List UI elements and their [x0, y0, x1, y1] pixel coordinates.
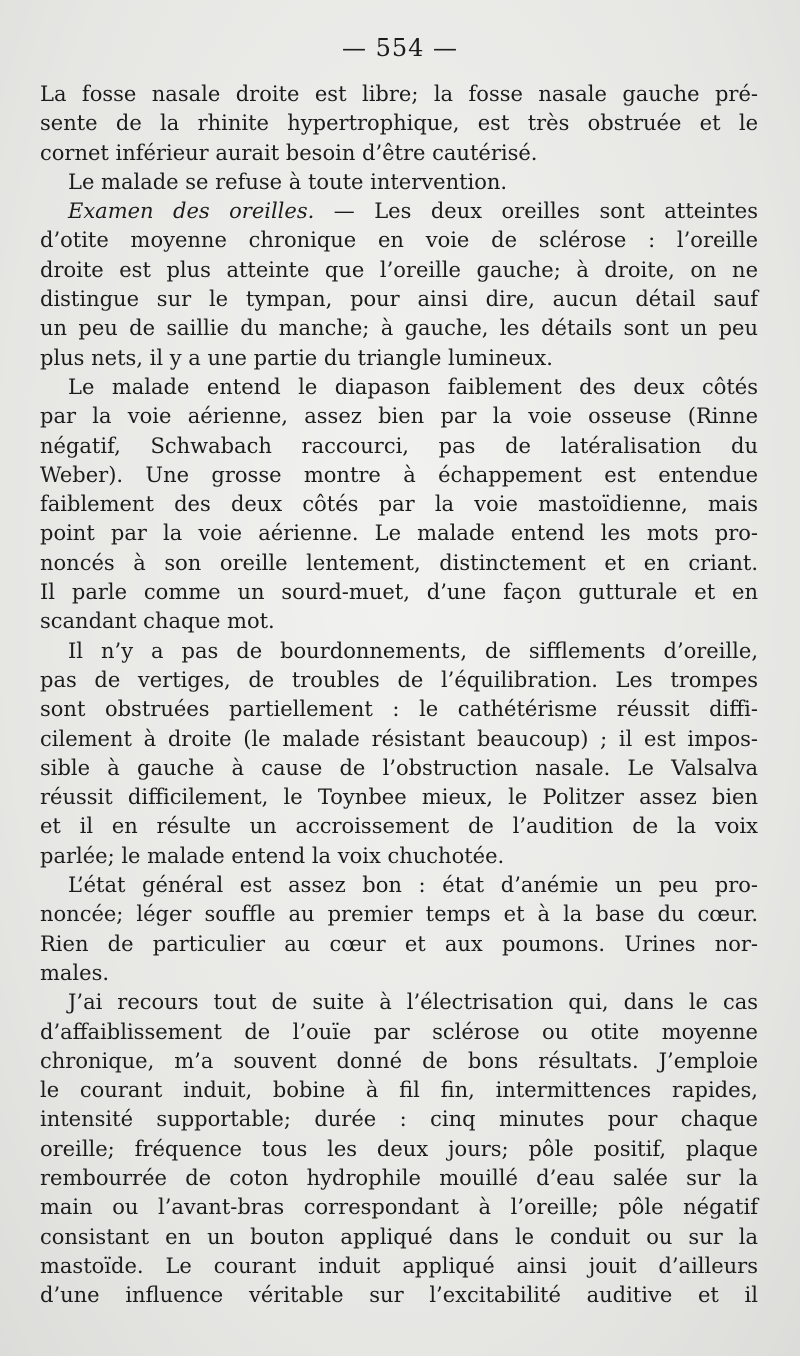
text-line: cornet inférieur aurait besoin d’être cautérisé.: [40, 140, 538, 165]
page-number: — 554 —: [341, 34, 459, 62]
text-line: distingue sur le tympan, pour ainsi dire, aucun détail sauf: [40, 287, 758, 312]
text-line: noncée; léger souffle au premier temps et à la base du cœur.: [40, 902, 758, 927]
text-line: d’otite moyenne chronique en voie de sclérose : l’oreille: [40, 228, 758, 253]
text-line: L’état général est assez bon : état d’anémie un peu pro-: [68, 873, 758, 898]
text-line: chronique, m’a souvent donné de bons résultats. J’emploie: [40, 1048, 758, 1073]
text-line: Rien de particulier au cœur et aux poumons. Urines nor-: [40, 931, 758, 956]
paragraph: [40, 373, 758, 637]
text-line: Il parle comme un sourd-muet, d’une façon gutturale et en: [40, 580, 758, 605]
paragraph: [40, 988, 758, 1310]
text-line: [40, 197, 758, 226]
text-line: main ou l’avant-bras correspondant à l’oreille; pôle négatif: [40, 1195, 758, 1220]
text-line: le courant induit, bobine à fil fin, intermittences rapides,: [40, 1078, 758, 1103]
text-line: par la voie aérienne, assez bien par la voie osseuse (Rinne: [40, 404, 758, 429]
text-line: sible à gauche à cause de l’obstruction nasale. Le Valsalva: [40, 755, 758, 780]
text-line: sente de la rhinite hypertrophique, est très obstruée et le: [40, 111, 758, 136]
text-line: noncés à son oreille lentement, distinctement et en criant.: [40, 550, 758, 575]
text-line: Il n’y a pas de bourdonnements, de sifflements d’oreille,: [68, 638, 758, 663]
text-line: mastoïde. Le courant induit appliqué ainsi jouit d’ailleurs: [40, 1253, 758, 1278]
text-line: plus nets, il y a une partie du triangle lumineux.: [40, 345, 553, 370]
text-line: d’affaiblissement de l’ouïe par sclérose ou otite moyenne: [40, 1019, 758, 1044]
paragraph: [40, 197, 758, 373]
text-line: intensité supportable; durée : cinq minutes pour chaque: [40, 1107, 758, 1132]
paragraph: [40, 637, 758, 871]
text-line: consistant en un bouton appliqué dans le conduit ou sur la: [40, 1224, 758, 1249]
text-line: négatif, Schwabach raccourci, pas de latéralisation du: [40, 433, 758, 458]
text-line: males.: [40, 960, 110, 985]
section-heading: Examen des oreilles.: [68, 199, 315, 224]
text-line: Le malade se refuse à toute intervention.: [68, 169, 508, 194]
text-line: parlée; le malade entend la voix chuchotée.: [40, 843, 505, 868]
paragraph: [40, 871, 758, 988]
text-line: oreille; fréquence tous les deux jours; pôle positif, plaque: [40, 1136, 758, 1161]
heading-continuation: — Les deux oreilles sont atteintes: [314, 199, 759, 224]
text-line: scandant chaque mot.: [40, 609, 275, 634]
text-line: réussit difficilement, le Toynbee mieux, le Politzer assez bien: [40, 785, 758, 810]
text-line: et il en résulte un accroissement de l’audition de la voix: [40, 814, 758, 839]
text-line: cilement à droite (le malade résistant beaucoup) ; il est impos-: [40, 726, 758, 751]
body-text: [40, 80, 758, 1310]
text-line: pas de vertiges, de troubles de l’équilibration. Les trompes: [40, 667, 758, 692]
paragraph: [40, 168, 758, 197]
text-line: d’une influence véritable sur l’excitabilité auditive et il: [40, 1283, 758, 1308]
text-line: Weber). Une grosse montre à échappement est entendue: [40, 462, 758, 487]
text-line: La fosse nasale droite est libre; la fosse nasale gauche pré-: [40, 82, 758, 106]
text-line: faiblement des deux côtés par la voie mastoïdienne, mais: [40, 492, 758, 517]
text-line: Le malade entend le diapason faiblement des deux côtés: [68, 374, 758, 399]
text-line: un peu de saillie du manche; à gauche, les détails sont un peu: [40, 316, 758, 341]
text-line: J’ai recours tout de suite à l’électrisation qui, dans le cas: [68, 990, 758, 1015]
text-line: rembourrée de coton hydrophile mouillé d’eau salée sur la: [40, 1165, 758, 1190]
paragraph: [40, 80, 758, 168]
text-line: sont obstruées partiellement : le cathétérisme réussit diffi-: [40, 697, 758, 722]
text-line: point par la voie aérienne. Le malade entend les mots pro-: [40, 521, 758, 546]
text-line: droite est plus atteinte que l’oreille gauche; à droite, on ne: [40, 257, 758, 282]
